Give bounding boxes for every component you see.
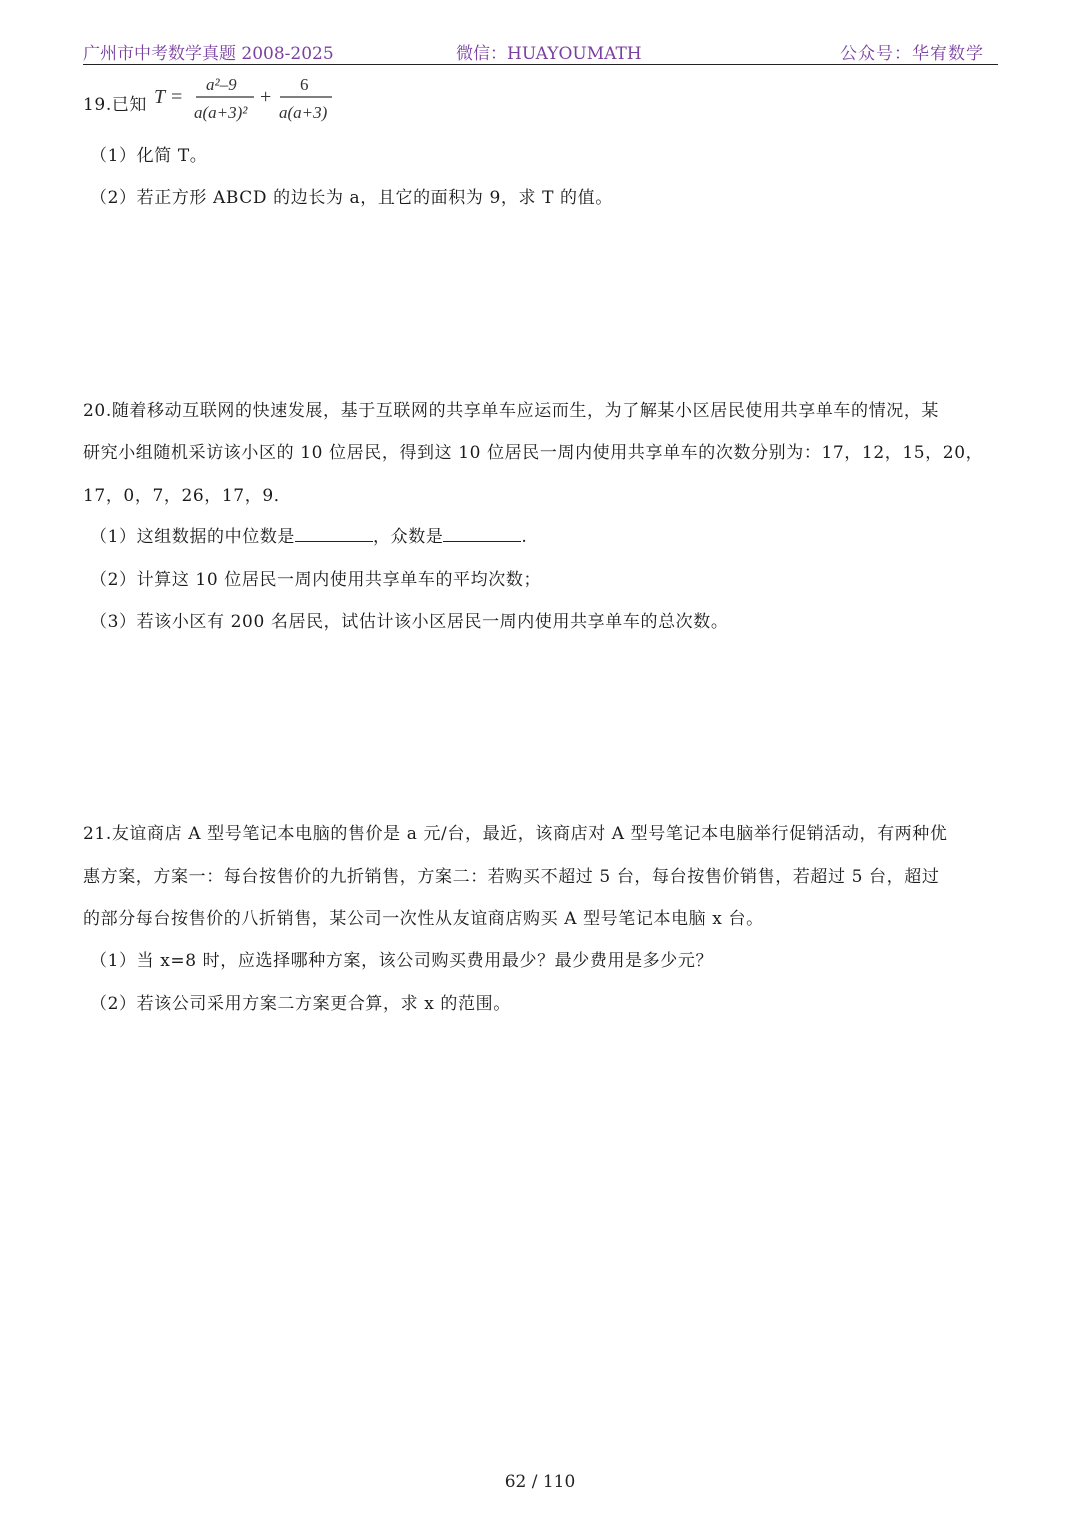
q20-part2: （2）计算这 10 位居民一周内使用共享单车的平均次数；	[90, 570, 542, 590]
q19-part2: （2）若正方形 ABCD 的边长为 a，且它的面积为 9，求 T 的值。	[90, 188, 613, 208]
header-wechat: 微信：HUAYOUMATH	[456, 44, 642, 64]
q21-line3: 的部分每台按售价的八折销售，某公司一次性从友谊商店购买 A 型号笔记本电脑 x 台。	[83, 909, 764, 929]
q21-part1: （1）当 x=8 时，应选择哪种方案，该公司购买费用最少？最少费用是多少元？	[90, 951, 714, 971]
formula-frac2-num: 6	[300, 75, 309, 94]
q21-line1: 21.友谊商店 A 型号笔记本电脑的售价是 a 元/台，最近，该商店对 A 型号笔记本电脑举行促销活动，有两种优	[83, 824, 948, 844]
q20-part3: （3）若该小区有 200 名居民，试估计该小区居民一周内使用共享单车的总次数。	[90, 612, 729, 632]
formula-plus: +	[260, 86, 272, 108]
q21-part2: （2）若该公司采用方案二方案更合算，求 x 的范围。	[90, 994, 511, 1014]
q20-part1-text-b: ，众数是	[373, 527, 444, 547]
median-answer-blank	[295, 527, 373, 542]
q20-part1-text-c: .	[521, 527, 528, 547]
page-header	[83, 36, 998, 65]
q19-prefix: 19.已知	[83, 95, 148, 115]
formula-frac2-den: a(a+3)	[279, 103, 328, 122]
mode-answer-blank	[443, 527, 521, 542]
q19-formula	[154, 70, 344, 126]
page-number: 62 / 110	[504, 1472, 576, 1492]
q19-part1: （1）化简 T。	[90, 146, 208, 166]
header-account: 公众号：华宥数学	[840, 44, 984, 64]
header-title: 广州市中考数学真题 2008-2025	[83, 44, 334, 64]
q20-line1: 20.随着移动互联网的快速发展，基于互联网的共享单车应运而生，为了解某小区居民使用共享单车的情况，某	[83, 401, 940, 421]
formula-lhs: T =	[154, 86, 184, 108]
formula-frac1-den: a(a+3)²	[194, 103, 248, 122]
formula-frac1-num: a²–9	[206, 75, 237, 94]
q21-line2: 惠方案，方案一：每台按售价的九折销售，方案二：若购买不超过 5 台，每台按售价销售，若超过 5 台，超过	[83, 867, 940, 887]
q20-line2: 研究小组随机采访该小区的 10 位居民，得到这 10 位居民一周内使用共享单车的次数分别为：17，12，15，20，	[83, 443, 984, 463]
q20-line3: 17，0，7，26，17，9．	[83, 486, 292, 506]
q20-part1	[90, 522, 527, 547]
q20-part1-text-a: （1）这组数据的中位数是	[90, 527, 296, 547]
